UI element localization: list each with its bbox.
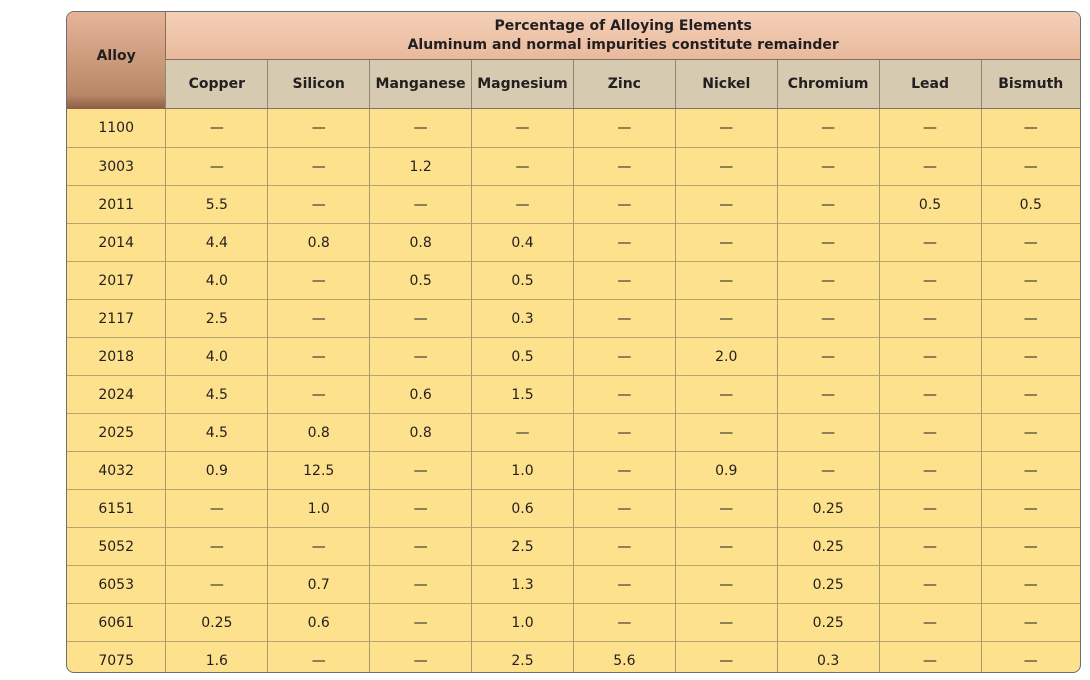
alloy-cell: 2024 [67,376,166,414]
value-cell: — [472,414,574,452]
value-cell: — [879,376,981,414]
value-cell: 4.0 [166,338,268,376]
value-cell: — [370,186,472,224]
value-cell: — [472,109,574,148]
value-cell: 0.9 [675,452,777,490]
value-cell: — [777,186,879,224]
value-cell: — [268,376,370,414]
value-cell: — [981,490,1080,528]
value-cell: — [777,148,879,186]
value-cell: — [981,262,1080,300]
value-cell: — [981,566,1080,604]
value-cell: — [675,300,777,338]
value-cell: — [981,528,1080,566]
value-cell: — [370,490,472,528]
table-body [67,109,1080,674]
value-cell: 0.25 [166,604,268,642]
value-cell: 2.0 [675,338,777,376]
column-header-zinc: Zinc [573,60,675,109]
table-row [67,224,1080,262]
table-title [166,12,1080,60]
value-cell: 1.6 [166,642,268,674]
value-cell: 1.5 [472,376,574,414]
table-row [67,186,1080,224]
value-cell: — [573,566,675,604]
table-row [67,452,1080,490]
table-row [67,148,1080,186]
value-cell: — [981,224,1080,262]
alloy-cell: 2017 [67,262,166,300]
column-header-nickel: Nickel [675,60,777,109]
value-cell: — [879,604,981,642]
alloy-cell: 1100 [98,119,134,136]
value-cell: — [472,186,574,224]
value-cell: — [981,376,1080,414]
column-header-bismuth: Bismuth [981,60,1080,109]
value-cell: — [268,528,370,566]
alloy-cell: 6053 [67,566,166,604]
value-cell: — [268,262,370,300]
value-cell: — [675,566,777,604]
value-cell: 5.5 [166,186,268,224]
alloy-column-header: Alloy [67,12,166,109]
table-row [67,338,1080,376]
value-cell: — [981,148,1080,186]
value-cell: 1.2 [370,148,472,186]
alloy-composition-table [67,12,1080,673]
alloy-cell: 2117 [67,300,166,338]
value-cell: — [166,148,268,186]
value-cell: 0.5 [472,262,574,300]
value-cell: — [981,452,1080,490]
value-cell: 0.6 [370,376,472,414]
value-cell: — [573,262,675,300]
value-cell: — [675,224,777,262]
value-cell: — [268,148,370,186]
value-cell: — [777,300,879,338]
value-cell: — [879,566,981,604]
value-cell: — [879,528,981,566]
value-cell: — [777,414,879,452]
value-cell: 2.5 [166,300,268,338]
value-cell: 2.5 [472,528,574,566]
value-cell: — [777,452,879,490]
value-cell: — [879,300,981,338]
alloy-cell: 3003 [67,148,166,186]
column-header-magnesium: Magnesium [472,60,574,109]
value-cell: — [675,528,777,566]
value-cell: 12.5 [268,452,370,490]
alloy-cell: 2025 [67,414,166,452]
table-row [67,300,1080,338]
value-cell: — [573,376,675,414]
table-row [67,642,1080,674]
value-cell: — [370,566,472,604]
value-cell: — [573,452,675,490]
value-cell: — [879,109,981,148]
column-header-lead: Lead [879,60,981,109]
element-header-row [67,60,1080,109]
value-cell: 0.5 [879,186,981,224]
value-cell: — [777,224,879,262]
column-header-chromium: Chromium [777,60,879,109]
value-cell: 0.25 [777,490,879,528]
value-cell: — [573,148,675,186]
value-cell: — [675,604,777,642]
value-cell: 1.0 [472,604,574,642]
value-cell: — [573,224,675,262]
value-cell: 0.3 [777,642,879,674]
value-cell: — [573,414,675,452]
value-cell: — [675,186,777,224]
value-cell: 4.5 [166,376,268,414]
value-cell: — [268,642,370,674]
value-cell: 0.3 [472,300,574,338]
value-cell: 0.5 [981,186,1080,224]
value-cell: — [573,338,675,376]
value-cell: — [370,109,472,148]
table-row [67,262,1080,300]
value-cell: — [166,528,268,566]
value-cell: — [981,604,1080,642]
value-cell: — [370,604,472,642]
value-cell: — [879,490,981,528]
value-cell: — [879,452,981,490]
alloy-cell: 6151 [67,490,166,528]
value-cell: — [573,300,675,338]
value-cell: — [981,642,1080,674]
value-cell: — [675,414,777,452]
value-cell: 4.5 [166,414,268,452]
value-cell: — [675,262,777,300]
value-cell: — [166,109,268,148]
value-cell: — [675,642,777,674]
alloy-cell: 6061 [67,604,166,642]
value-cell: — [268,109,370,148]
alloy-table-frame [66,11,1081,673]
table-subtitle-line: Aluminum and normal impurities constitute remainder [407,36,839,53]
value-cell: 0.8 [268,224,370,262]
value-cell: 0.8 [370,414,472,452]
value-cell: — [879,414,981,452]
value-cell: — [268,300,370,338]
alloy-cell: 2011 [67,186,166,224]
value-cell: 0.8 [370,224,472,262]
table-row [67,109,1080,148]
value-cell: 0.5 [472,338,574,376]
table-row [67,528,1080,566]
value-cell: — [370,642,472,674]
value-cell: — [879,148,981,186]
value-cell: — [472,148,574,186]
value-cell: — [675,109,777,148]
value-cell: 4.4 [166,224,268,262]
value-cell: — [675,148,777,186]
alloy-cell: 2018 [67,338,166,376]
value-cell: — [268,338,370,376]
value-cell: — [879,224,981,262]
value-cell: — [370,452,472,490]
value-cell: 0.6 [268,604,370,642]
table-row [67,604,1080,642]
value-cell: — [573,528,675,566]
value-cell: — [370,528,472,566]
value-cell: 0.9 [166,452,268,490]
table-row [67,414,1080,452]
value-cell: — [675,376,777,414]
value-cell: — [777,338,879,376]
value-cell: — [573,490,675,528]
value-cell: — [573,186,675,224]
column-header-copper: Copper [166,60,268,109]
value-cell: 0.25 [777,528,879,566]
value-cell: 1.0 [268,490,370,528]
value-cell: 1.0 [472,452,574,490]
value-cell: — [777,109,879,148]
table-row [67,376,1080,414]
value-cell: — [879,338,981,376]
value-cell: — [166,566,268,604]
value-cell: — [268,186,370,224]
value-cell: 5.6 [573,642,675,674]
value-cell: 0.25 [777,604,879,642]
value-cell: 0.4 [472,224,574,262]
alloy-cell: 7075 [67,642,166,674]
value-cell: — [879,262,981,300]
value-cell: 0.6 [472,490,574,528]
value-cell: — [166,490,268,528]
value-cell: — [370,338,472,376]
value-cell: — [573,109,675,148]
value-cell: — [981,414,1080,452]
value-cell: — [370,300,472,338]
value-cell: 4.0 [166,262,268,300]
value-cell: 1.3 [472,566,574,604]
value-cell: — [981,300,1080,338]
value-cell: — [777,262,879,300]
value-cell: 0.8 [268,414,370,452]
value-cell: — [777,376,879,414]
value-cell: 0.25 [777,566,879,604]
table-title-line: Percentage of Alloying Elements [494,17,752,34]
column-header-silicon: Silicon [268,60,370,109]
table-row [67,490,1080,528]
alloy-cell: 2014 [67,224,166,262]
value-cell: — [573,604,675,642]
value-cell: — [981,338,1080,376]
value-cell: 2.5 [472,642,574,674]
value-cell: — [879,642,981,674]
table-row [67,566,1080,604]
value-cell: 0.7 [268,566,370,604]
column-header-manganese: Manganese [370,60,472,109]
value-cell: — [675,490,777,528]
value-cell: — [981,109,1080,148]
alloy-cell: 4032 [67,452,166,490]
alloy-cell: 5052 [67,528,166,566]
value-cell: 0.5 [370,262,472,300]
